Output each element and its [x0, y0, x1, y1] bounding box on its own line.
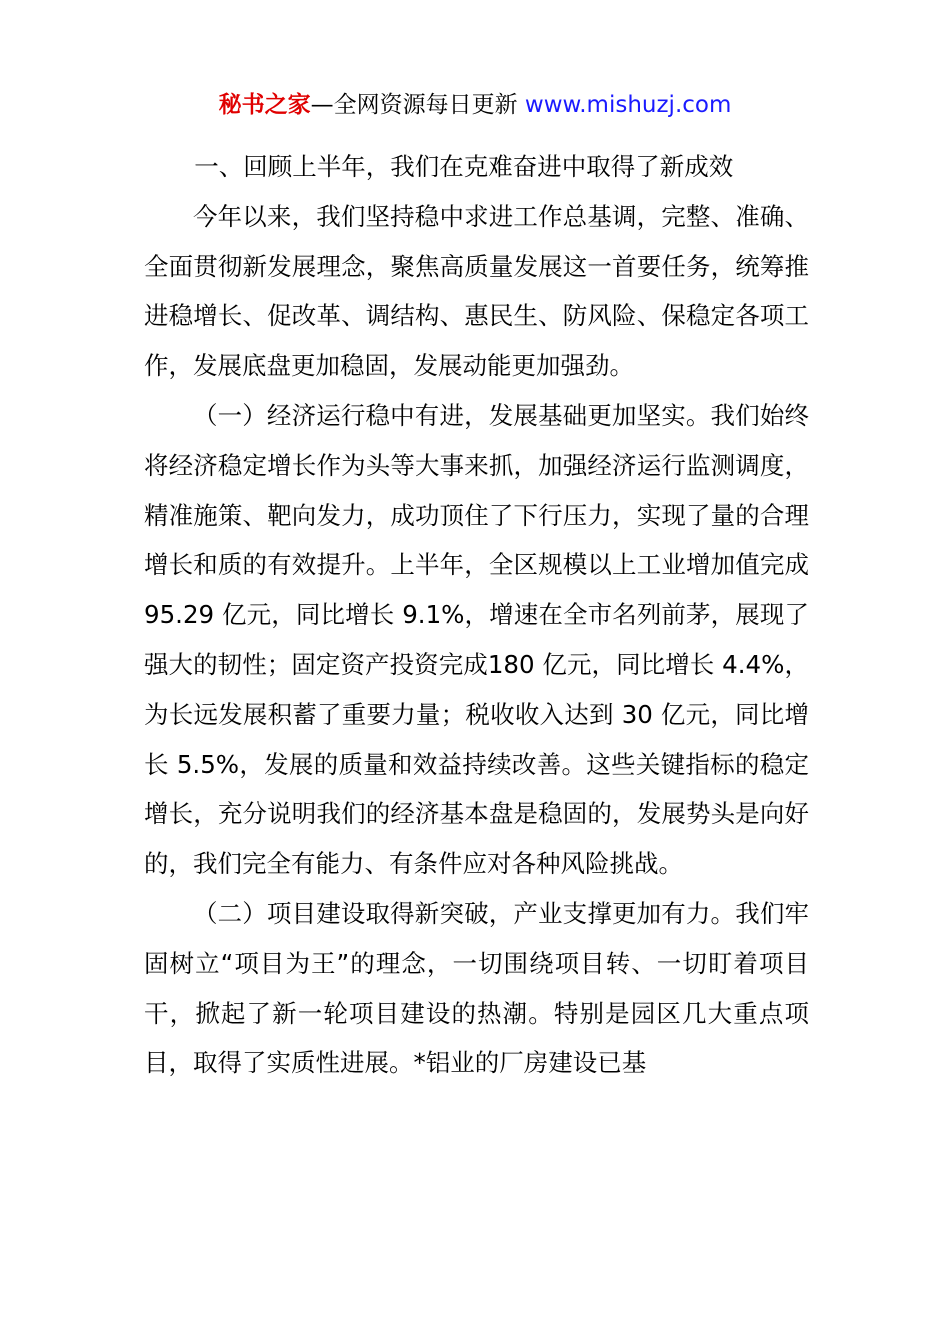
page-header — [0, 88, 950, 122]
paragraph-projects: （二）项目建设取得新突破，产业支撑更加有力。我们牢固树立“项目为王”的理念，一切围绕项目转、一切盯着项目干，掀起了新一轮项目建设的热潮。特别是园区几大重点项目，取得了实质性进展。*铝业的厂房建设已基 — [144, 898, 809, 1078]
brand-name: 秘书之家 — [218, 92, 311, 118]
site-url-link[interactable]: www.mishuzj.com — [524, 92, 732, 118]
document-body — [144, 142, 809, 1088]
paragraph-economy: （一）经济运行稳中有进，发展基础更加坚实。我们始终将经济稳定增长作为头等大事来抓，加强经济运行监测调度，精准施策、靶向发力，成功顶住了下行压力，实现了量的合理增长和质的有效提升。上半年，全区规模以上工业增加值完成 95.29 亿元，同比增长 9.1%，增速在全市名列前茅，展现了强大的韧性；固定资产投资完成180 亿元，同比增长 4.4%，为长远发展积蓄了重要力量；税收收入达到 30 亿元，同比增长 5.5%，发展的质量和效益持续改善。这些关键指标的稳定增长，充分说明我们的经济基本盘是稳固的，发展势头是向好的，我们完全有能力、有条件应对各种风险挑战。 — [144, 400, 809, 879]
section-heading: 一、回顾上半年，我们在克难奋进中取得了新成效 — [194, 152, 734, 181]
paragraph-intro: 今年以来，我们坚持稳中求进工作总基调，完整、准确、全面贯彻新发展理念，聚焦高质量发展这一首要任务，统筹推进稳增长、促改革、调结构、惠民生、防风险、保稳定各项工作，发展底盘更加稳固，发展动能更加强劲。 — [144, 201, 809, 381]
header-tagline: —全网资源每日更新 — [310, 92, 518, 118]
